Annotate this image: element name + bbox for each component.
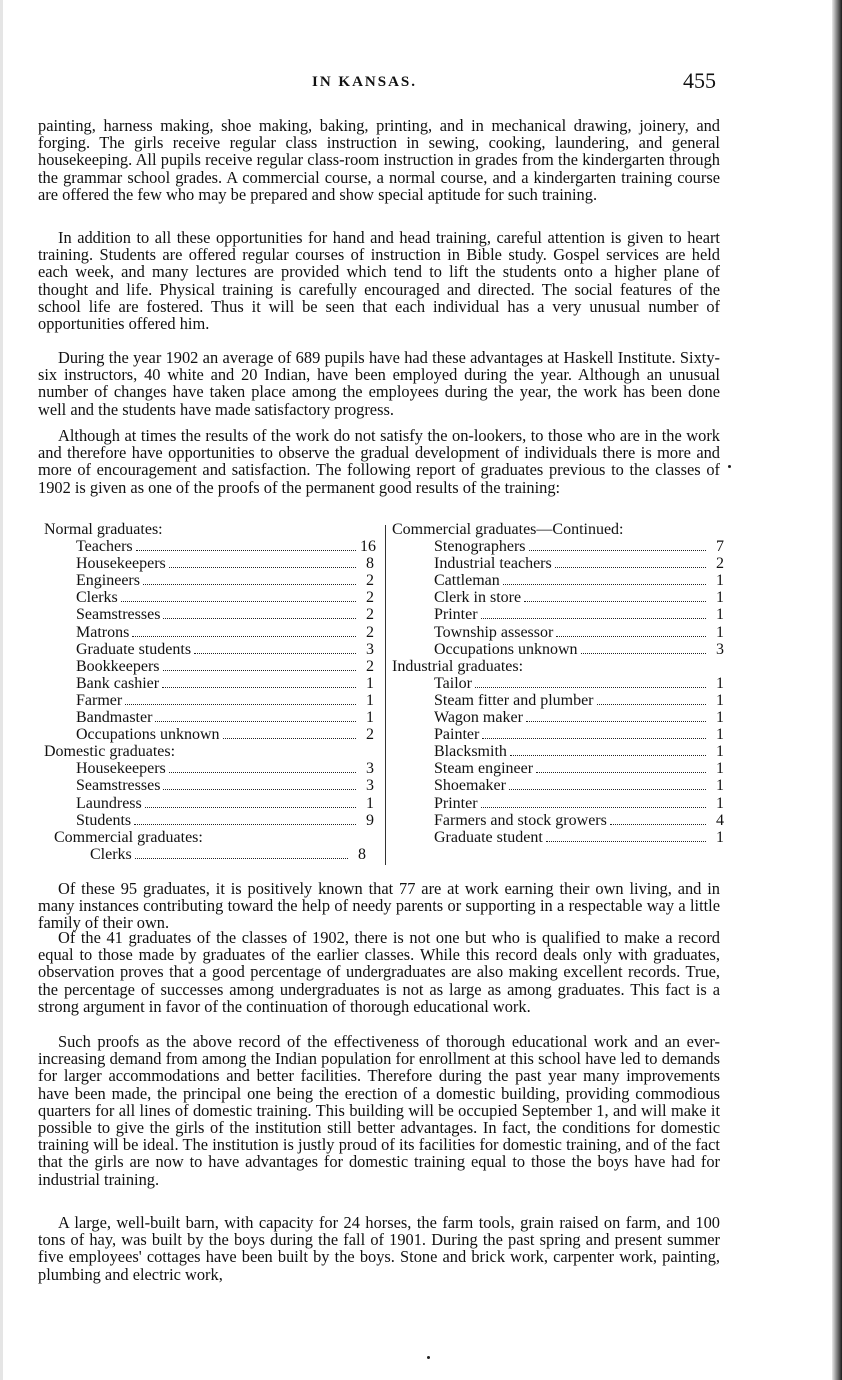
- occupation-label: Bandmaster: [76, 709, 153, 727]
- paragraph-heart-training: In addition to all these opportunities for hand and head training, careful attention is given to heart training. Students are offered regular courses of instruction in Bible study. Gospel services are held each week, and many lectures are provided which tend to lift the students onto a higher plane of thought and life. Physical training is carefully encouraged and directed. The social features of the school life are fostered. Thus it will be seen that each individual has a very unusual number of opportunities offered him.: [38, 228, 720, 334]
- dot-leader: [169, 567, 356, 568]
- dot-leader: [481, 618, 706, 619]
- dot-leader: [143, 584, 356, 585]
- domestic-graduates: [44, 743, 374, 828]
- occupation-label: Farmer: [76, 691, 123, 709]
- occupation-count: 1: [716, 623, 724, 641]
- page-header: [40, 70, 720, 98]
- paragraph-95-graduates: Of these 95 graduates, it is positively known that 77 are at work earning their own living, and in many instances contributing toward the help of needy parents or supporting in a respectable way a little family of their own.: [38, 879, 720, 933]
- dot-leader: [125, 704, 356, 705]
- occupation-count: 1: [716, 726, 724, 744]
- occupation-label: Bank cashier: [76, 674, 160, 692]
- graduate-row: [44, 709, 374, 726]
- occupation-count: 3: [366, 760, 374, 778]
- occupation-label: Matrons: [76, 623, 130, 641]
- dot-leader: [526, 721, 706, 722]
- occupation-label: Stenographers: [434, 538, 526, 556]
- paragraph-domestic-building: Such proofs as the above record of the effectiveness of thorough educational work and an ever-increasing demand from among the Indian population for enrollment at this school have led to demands for larger accommodations and better facilities. Therefore during the past year many improvements have been made, the principal one being the erection of a domestic building, providing commodious quarters for all lines of domestic training. This building will be occupied September 1, and will make it possible to give the girls of the institution still better advantages. In fact, the conditions for domestic training will be ideal. The institution is justly proud of its facilities for domestic training, and of the fact that the girls are now to have advantages for domestic training equal to those the boys have had for industrial training.: [38, 1032, 720, 1189]
- graduate-row: [44, 606, 374, 623]
- paragraph-barn: A large, well-built barn, with capacity for 24 horses, the farm tools, grain raised on farm, and 100 tons of hay, was built by the boys during the fall of 1901. During the past spring and present summer five employees' cottages have been built by the boys. Stone and brick work, carpenter work, painting, plumbing and electric work,: [38, 1213, 720, 1284]
- graduate-row: [392, 538, 724, 555]
- occupation-count: 1: [716, 794, 724, 812]
- graduate-row: [44, 572, 374, 589]
- graduate-row: [44, 538, 374, 555]
- occupation-count: 1: [716, 572, 724, 590]
- graduate-row: [44, 675, 374, 692]
- graduate-row: [392, 812, 724, 829]
- occupation-label: Clerks: [90, 845, 132, 863]
- occupation-count: 2: [366, 657, 374, 675]
- dot-leader: [163, 789, 356, 790]
- dot-leader: [162, 687, 356, 688]
- occupation-count: 2: [366, 589, 374, 607]
- occupation-label: Laundress: [76, 794, 142, 812]
- occupation-label: Steam engineer: [434, 760, 534, 778]
- section-heading: Normal graduates:: [44, 521, 163, 538]
- occupation-count: 1: [366, 674, 374, 692]
- occupation-count: 2: [366, 726, 374, 744]
- graduate-row: [392, 726, 724, 743]
- dot-leader: [134, 824, 356, 825]
- occupation-count: 1: [716, 828, 724, 846]
- occupation-count: 3: [366, 640, 374, 658]
- occupation-count: 7: [716, 538, 724, 556]
- paragraph-trades: painting, harness making, shoe making, baking, printing, and in mechanical drawing, joinery, and forging. The girls receive regular class instruction in sewing, cooking, laundering, and general housekeeping. All pupils receive regular class-room instruction in grades from the kindergarten through the grammar school grades. A commercial course, a normal course, and a kindergarten training course are offered the few who may be prepared and show special aptitude for such training.: [38, 116, 720, 204]
- running-head: IN KANSAS.: [312, 74, 418, 90]
- occupation-count: 2: [366, 572, 374, 590]
- graduate-row: [44, 641, 374, 658]
- section-heading: Industrial graduates:: [392, 657, 524, 675]
- dot-leader: [482, 738, 706, 739]
- occupation-count: 2: [366, 623, 374, 641]
- paragraph-41-graduates: Of the 41 graduates of the classes of 1902, there is not one but who is qualified to make a record equal to those made by graduates of the earlier classes. While this record deals only with graduates, observation proves that a good percentage of undergraduates are also making excellent records. True, the percentage of successes among undergraduates is not as large as among graduates. This fact is a strong argument in favor of the continuation of thorough educational work.: [38, 928, 720, 1016]
- graduate-row: [44, 555, 374, 572]
- occupation-count: 1: [716, 691, 724, 709]
- occupation-count: 3: [366, 777, 374, 795]
- dot-leader: [581, 653, 706, 654]
- occupation-count: 1: [716, 589, 724, 607]
- occupation-label: Tailor: [434, 674, 472, 692]
- occupation-label: Seamstresses: [76, 606, 161, 624]
- graduate-row: [392, 709, 724, 726]
- occupation-count: 1: [716, 743, 724, 761]
- graduate-row: [392, 777, 724, 794]
- occupation-label: Bookkeepers: [76, 657, 160, 675]
- graduate-row: [392, 795, 724, 812]
- occupation-count: 1: [716, 709, 724, 727]
- paragraph-enrollment-1902: During the year 1902 an average of 689 pupils have had these advantages at Haskell Institute. Sixty-six instructors, 40 white and 20 Indian, have been employed during the year. Although an unusual number of changes have taken place among the employees during the year, the work has been done well and the students have made satisfactory progress.: [38, 348, 720, 419]
- dot-leader: [509, 789, 706, 790]
- dot-leader: [503, 584, 706, 585]
- occupation-label: Printer: [434, 794, 478, 812]
- graduate-row: [44, 658, 374, 675]
- graduates-column-left: [44, 521, 374, 863]
- graduate-row: [44, 777, 374, 794]
- graduate-row: [44, 846, 374, 863]
- dot-leader: [132, 636, 356, 637]
- section-heading: Commercial graduates:: [54, 828, 203, 846]
- occupation-count: 1: [716, 760, 724, 778]
- page-edge-left: [0, 0, 3, 1380]
- occupation-label: Graduate students: [76, 640, 192, 658]
- occupation-count: 4: [716, 811, 724, 829]
- dot-leader: [194, 653, 356, 654]
- section-heading: Domestic graduates:: [44, 743, 176, 761]
- occupation-count: 9: [366, 811, 374, 829]
- dot-leader: [610, 824, 706, 825]
- dot-leader: [481, 807, 706, 808]
- occupation-count: 1: [366, 794, 374, 812]
- occupation-label: Housekeepers: [76, 555, 166, 573]
- dot-leader: [510, 755, 706, 756]
- occupation-label: Seamstresses: [76, 777, 161, 795]
- paragraph-results: Although at times the results of the work do not satisfy the on-lookers, to those who are in the work and therefore have opportunities to observe the gradual development of individuals there is more and more of encouragement and satisfaction. The following report of graduates previous to the classes of 1902 is given as one of the proofs of the permanent good results of the training:: [38, 426, 720, 497]
- occupation-count: 3: [716, 640, 724, 658]
- occupation-label: Cattleman: [434, 572, 500, 590]
- occupation-label: Blacksmith: [434, 743, 507, 761]
- graduate-row: [392, 572, 724, 589]
- occupation-label: Clerk in store: [434, 589, 522, 607]
- dot-leader: [163, 670, 356, 671]
- graduate-row: [44, 760, 374, 777]
- graduate-row: [392, 555, 724, 572]
- dot-leader: [145, 807, 356, 808]
- occupation-label: Teachers: [76, 538, 133, 556]
- dot-leader: [536, 772, 706, 773]
- dot-leader: [529, 550, 706, 551]
- dot-leader: [121, 601, 356, 602]
- occupation-label: Wagon maker: [434, 709, 523, 727]
- occupation-label: Township assessor: [434, 623, 554, 641]
- graduate-row: [392, 760, 724, 777]
- graduate-row: [392, 589, 724, 606]
- graduate-row: [392, 743, 724, 760]
- occupation-count: 2: [366, 606, 374, 624]
- page-edge-right: [832, 0, 842, 1380]
- occupation-label: Housekeepers: [76, 760, 166, 778]
- occupation-label: Shoemaker: [434, 777, 506, 795]
- dot-leader: [597, 704, 706, 705]
- margin-speck: [728, 465, 731, 468]
- occupation-count: 16: [360, 538, 376, 556]
- graduate-row: [44, 812, 374, 829]
- dot-leader: [524, 601, 706, 602]
- industrial-graduates: [392, 658, 724, 846]
- occupation-count: 1: [366, 709, 374, 727]
- occupation-label: Industrial teachers: [434, 555, 552, 573]
- dot-leader: [135, 858, 348, 859]
- bottom-speck: [427, 1356, 430, 1359]
- graduate-row: [44, 795, 374, 812]
- graduate-row: [44, 692, 374, 709]
- graduates-table: [40, 521, 730, 869]
- column-divider: [385, 525, 386, 865]
- occupation-count: 8: [358, 845, 366, 863]
- dot-leader: [155, 721, 356, 722]
- dot-leader: [136, 550, 356, 551]
- dot-leader: [475, 687, 706, 688]
- graduate-row: [392, 829, 724, 846]
- occupation-label: Painter: [434, 726, 480, 744]
- occupation-label: Occupations unknown: [434, 640, 578, 658]
- occupation-label: Clerks: [76, 589, 118, 607]
- graduate-row: [392, 675, 724, 692]
- occupation-count: 1: [716, 606, 724, 624]
- occupation-label: Farmers and stock growers: [434, 811, 607, 829]
- graduate-row: [44, 589, 374, 606]
- graduate-row: [44, 624, 374, 641]
- dot-leader: [555, 567, 706, 568]
- occupation-label: Students: [76, 811, 132, 829]
- occupation-label: Graduate student: [434, 828, 543, 846]
- occupation-count: 8: [366, 555, 374, 573]
- graduate-row: [392, 606, 724, 623]
- occupation-label: Printer: [434, 606, 478, 624]
- occupation-count: 1: [366, 691, 374, 709]
- dot-leader: [169, 772, 356, 773]
- dot-leader: [223, 738, 356, 739]
- dot-leader: [546, 841, 706, 842]
- graduate-row: [392, 641, 724, 658]
- normal-graduates: [44, 521, 374, 743]
- section-heading: Commercial graduates—Continued:: [392, 521, 624, 538]
- occupation-count: 1: [716, 674, 724, 692]
- occupation-label: Engineers: [76, 572, 140, 590]
- graduates-column-right: [392, 521, 724, 846]
- occupation-count: 1: [716, 777, 724, 795]
- occupation-label: Occupations unknown: [76, 726, 220, 744]
- commercial-graduates: [44, 829, 374, 863]
- occupation-label: Steam fitter and plumber: [434, 691, 594, 709]
- dot-leader: [556, 636, 706, 637]
- page-number: 455: [683, 68, 716, 93]
- graduate-row: [392, 692, 724, 709]
- occupation-count: 2: [716, 555, 724, 573]
- graduate-row: [44, 726, 374, 743]
- graduate-row: [392, 624, 724, 641]
- commercial-graduates-continued: [392, 521, 724, 658]
- dot-leader: [163, 618, 356, 619]
